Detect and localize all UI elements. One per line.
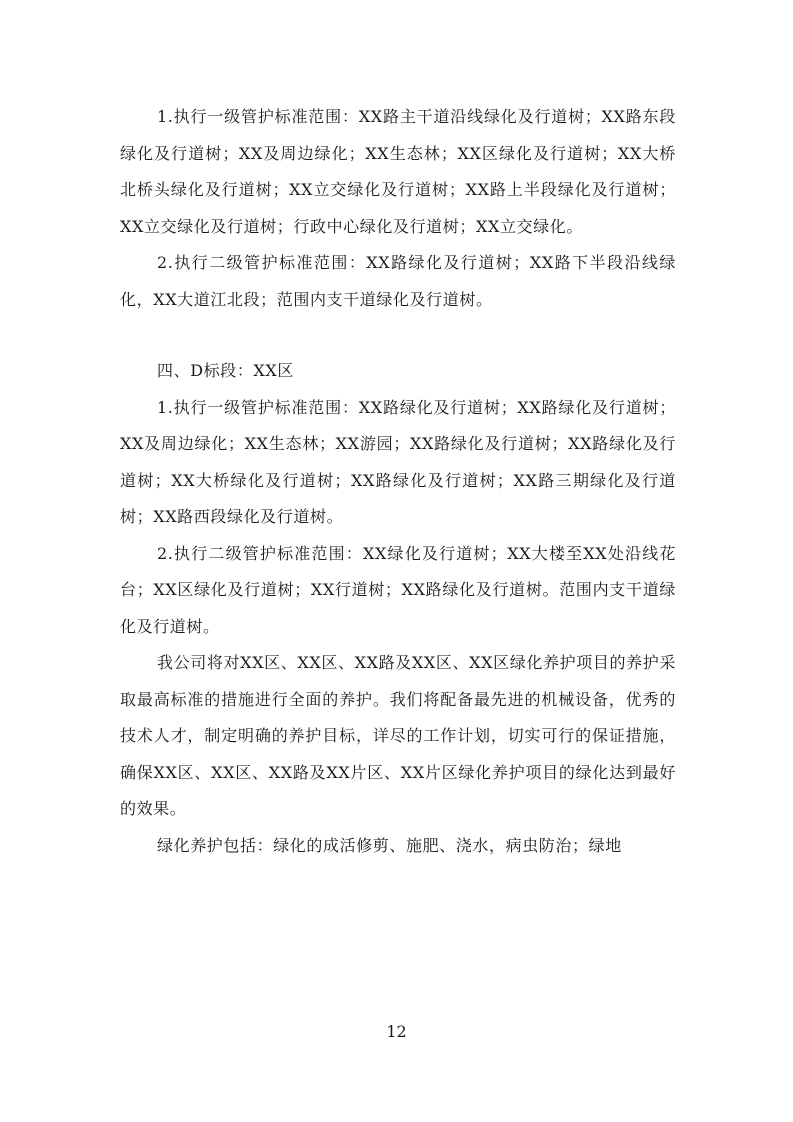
section-heading-d: 四、D标段：XX区: [157, 361, 295, 380]
paragraph-first-level-scope-d: 1.执行一级管护标准范围：XX路绿化及行道树；XX路绿化及行道树；XX及周边绿化；XX生态林；XX游园；XX路绿化及行道树；XX路绿化及行道树；XX大桥绿化及行道树；XX路绿化及行道树；XX路三期绿化及行道树；XX路西段绿化及行道树。: [120, 397, 676, 526]
paragraph-company-commitment: 我公司将对XX区、XX区、XX路及XX区、XX区绿化养护项目的养护采取最高标准的措施进行全面的养护。我们将配备最先进的机械设备，优秀的技术人才，制定明确的养护目标，详尽的工作计划，切实可行的保证措施，确保XX区、XX区、XX路及XX片区、XX片区绿化养护项目的绿化达到最好的效果。: [120, 653, 676, 818]
paragraph-first-level-scope-c: 1.执行一级管护标准范围：XX路主干道沿线绿化及行道树；XX路东段绿化及行道树；XX及周边绿化；XX生态林；XX区绿化及行道树；XX大桥北桥头绿化及行道树；XX立交绿化及行道树；XX路上半段绿化及行道树；XX立交绿化及行道树；行政中心绿化及行道树；XX立交绿化。: [120, 107, 676, 236]
paragraph-second-level-scope-d: 2.执行二级管护标准范围：XX绿化及行道树；XX大楼至XX处沿线花台；XX区绿化及行道树；XX行道树；XX路绿化及行道树。范围内支干道绿化及行道树。: [120, 543, 676, 636]
page-number: 12: [386, 1022, 407, 1041]
paragraph-second-level-scope-c: 2.执行二级管护标准范围：XX路绿化及行道树；XX路下半段沿线绿化，XX大道江北段；范围内支干道绿化及行道树。: [120, 253, 676, 309]
document-body: [120, 99, 676, 864]
paragraph-maintenance-content: 绿化养护包括：绿化的成活修剪、施肥、浇水，病虫防治；绿地: [157, 835, 622, 855]
